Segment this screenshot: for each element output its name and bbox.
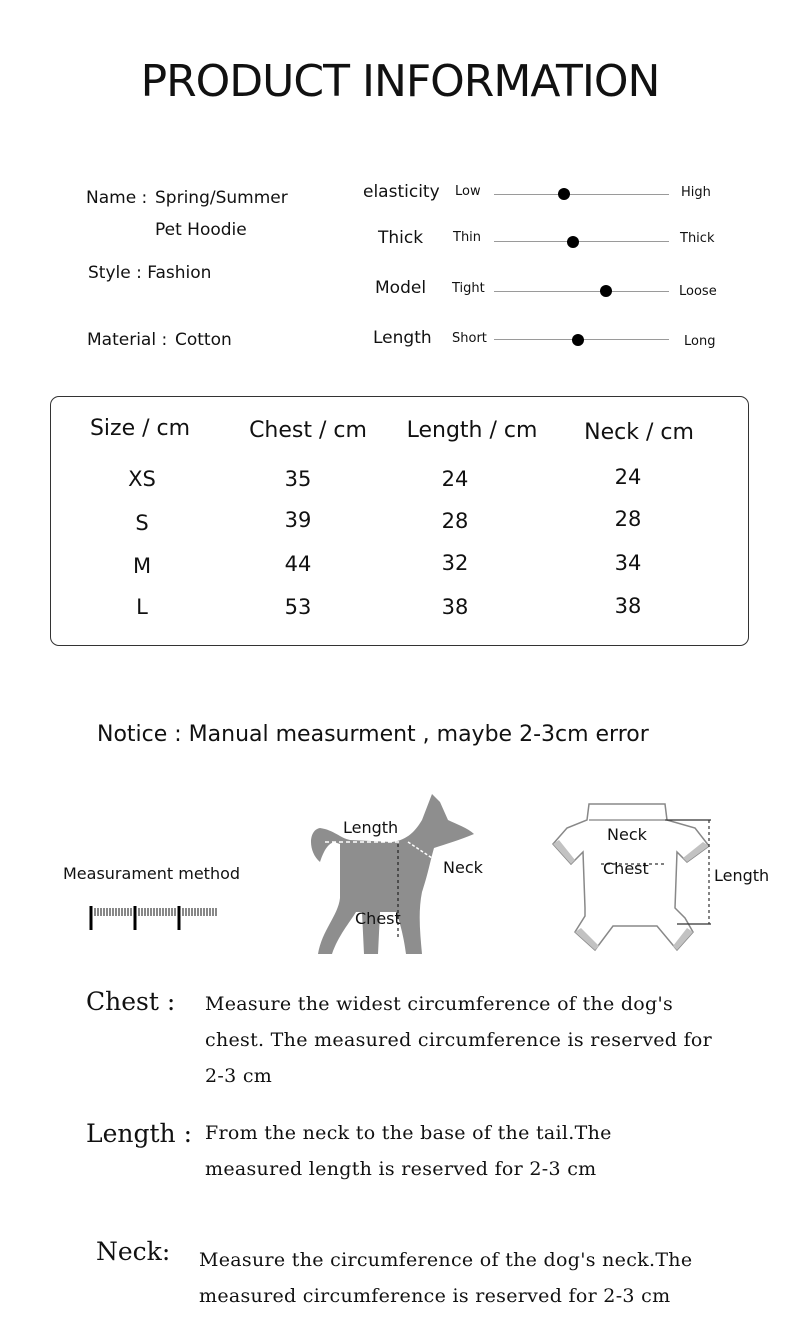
dog-length-label: Length [343, 818, 399, 837]
table-cell: L [136, 595, 148, 619]
ruler-icon [89, 904, 221, 932]
attribute-knob [558, 188, 570, 200]
table-cell: 32 [441, 551, 469, 575]
page-title: PRODUCT INFORMATION [140, 56, 660, 107]
table-cell: 38 [441, 595, 469, 619]
description-line: measured length is reserved for 2-3 cm [205, 1158, 597, 1180]
description-line: Measure the circumference of the dog's neck.The [199, 1249, 693, 1271]
attribute-high: Loose [679, 284, 717, 299]
table-cell: 53 [284, 595, 312, 619]
attribute-high: Long [684, 334, 716, 349]
table-cell: 28 [614, 507, 642, 531]
attribute-track [494, 194, 669, 195]
dog-chest-label: Chest [355, 909, 401, 928]
neck-term: Neck: [96, 1237, 171, 1266]
table-cell: 44 [284, 552, 312, 576]
table-cell: M [132, 554, 152, 578]
name-value-line2: Pet Hoodie [155, 220, 247, 240]
attribute-low: Low [455, 184, 481, 199]
attribute-knob [600, 285, 612, 297]
notice-text: Notice : Manual measurment , maybe 2-3cm error [97, 722, 649, 747]
attribute-high: Thick [680, 231, 715, 246]
chest-description [205, 986, 712, 1094]
description-line: measured circumference is reserved for 2-3 cm [199, 1285, 671, 1307]
attribute-track [494, 291, 669, 292]
table-cell: 34 [614, 551, 642, 575]
attribute-knob [567, 236, 579, 248]
material-label: Material : [87, 330, 168, 350]
description-line: From the neck to the base of the tail.The [205, 1122, 612, 1144]
description-line: Measure the widest circumference of the dog's [205, 993, 674, 1015]
neck-header: Neck / cm [584, 420, 694, 445]
attribute-low: Short [452, 331, 487, 346]
attribute-name: Thick [378, 228, 424, 248]
length-description [205, 1115, 612, 1187]
description-line: 2-3 cm [205, 1065, 273, 1087]
name-value-line1: Spring/Summer [155, 188, 288, 208]
chest-term: Chest : [86, 987, 176, 1016]
chest-header: Chest / cm [249, 418, 367, 443]
table-cell: 35 [284, 467, 312, 491]
length-term: Length : [86, 1119, 193, 1148]
dog-neck-label: Neck [443, 858, 483, 877]
measurement-method-label: Measurament method [63, 864, 241, 883]
table-cell: XS [128, 467, 156, 491]
attribute-name: Model [375, 278, 427, 298]
table-cell: 24 [441, 467, 469, 491]
table-cell: 24 [614, 465, 642, 489]
attribute-track [494, 241, 669, 242]
attribute-high: High [681, 185, 711, 200]
table-cell: 38 [614, 594, 642, 618]
garment-neck-label: Neck [607, 825, 647, 844]
table-cell: S [135, 511, 149, 535]
table-cell: 39 [284, 508, 312, 532]
attribute-name: elasticity [363, 182, 440, 202]
table-cell: 28 [441, 509, 469, 533]
style-label: Style : Fashion [88, 263, 212, 283]
description-line: chest. The measured circumference is reserved for [205, 1029, 713, 1051]
garment-length-label: Length [714, 866, 770, 885]
garment-chest-label: Chest [603, 859, 649, 878]
name-label: Name : [86, 188, 148, 208]
size-header: Size / cm [89, 416, 191, 441]
attribute-knob [572, 334, 584, 346]
garment-diagram [545, 798, 725, 958]
attribute-low: Tight [452, 281, 485, 296]
attribute-low: Thin [453, 230, 482, 245]
length-header: Length / cm [406, 418, 538, 443]
material-value: Cotton [175, 330, 232, 350]
attribute-name: Length [373, 328, 432, 348]
neck-description [199, 1242, 692, 1314]
